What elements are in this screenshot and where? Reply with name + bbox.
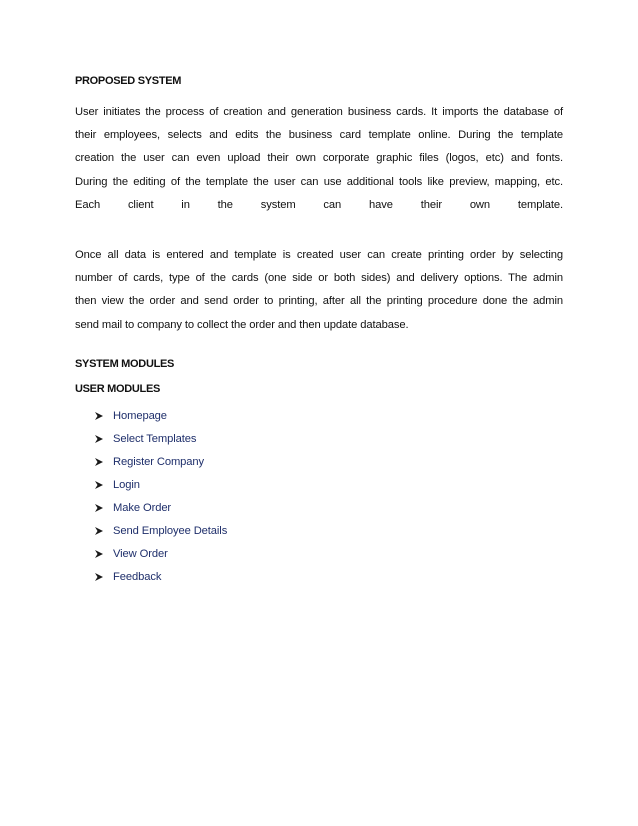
paragraph-line: During the editing of the template the user can use additional tools like preview, mapping, etc. [75,175,563,188]
list-item-label: Register Company [113,455,205,468]
paragraph-line: their employees, selects and edits the business card template online. During the template [75,129,563,142]
paragraph-line: send mail to company to collect the order and then update database. [75,318,409,331]
list-item [94,450,227,473]
order-process-paragraph [75,244,563,337]
list-item [94,404,227,427]
list-item [94,427,227,450]
list-item [94,565,227,588]
list-item-label: Make Order [113,501,172,514]
list-item-label: Select Templates [113,432,197,445]
arrow-bullet-icon [94,410,113,422]
list-item-label: Homepage [113,409,167,422]
arrow-bullet-icon [94,548,113,560]
arrow-bullet-icon [94,525,113,537]
paragraph-line: User initiates the process of creation and generation business cards. It imports the database of [75,106,563,118]
arrow-bullet-icon [94,479,113,491]
user-modules-heading: USER MODULES [75,383,161,395]
arrow-bullet-icon [94,571,113,583]
list-item [94,542,227,565]
user-modules-list [94,404,227,588]
arrow-bullet-icon [94,456,113,468]
list-item [94,473,227,496]
arrow-bullet-icon [94,433,113,445]
proposed-system-heading: PROPOSED SYSTEM [75,75,182,87]
list-item-label: View Order [113,547,168,560]
paragraph-line: Each client in the system can have their own template. [75,198,563,211]
list-item [94,496,227,519]
paragraph-line: then view the order and send order to printing, after all the printing procedure done the admin [75,295,563,308]
paragraph-line: creation the user can even upload their own corporate graphic files (logos, etc) and fonts. [75,152,563,165]
system-modules-heading: SYSTEM MODULES [75,358,175,370]
arrow-bullet-icon [94,502,113,514]
list-item-label: Feedback [113,570,162,583]
paragraph-line: number of cards, type of the cards (one side or both sides) and delivery options. The admin [75,272,563,285]
proposed-system-paragraph [75,101,563,217]
paragraph-line: Once all data is entered and template is created user can create printing order by selecting [75,249,563,261]
list-item-label: Login [113,478,140,491]
list-item [94,519,227,542]
list-item-label: Send Employee Details [113,524,228,537]
